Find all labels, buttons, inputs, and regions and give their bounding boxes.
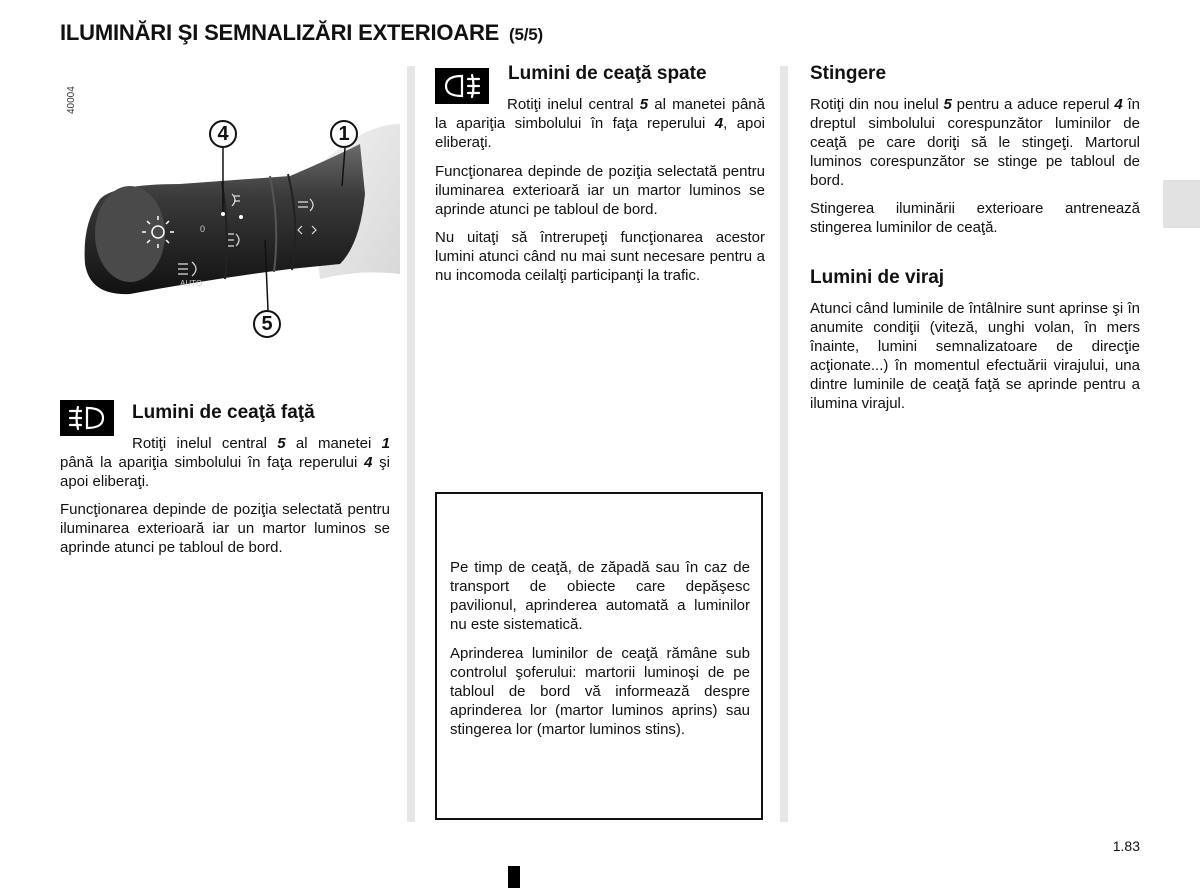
note-paragraph-1: Pe timp de ceaţă, de zăpadă sau în caz de transport de obiecte care depăşesc pavilionul, aprinderea automată a luminilor nu este sistematică. bbox=[450, 559, 750, 633]
off-note: Stingerea iluminării exterioare antrenează stingerea luminilor de ceaţă. bbox=[810, 200, 1140, 236]
figure-reference: 40004 bbox=[66, 86, 77, 114]
front-fog-operation: Funcţionarea depinde de poziţia selectată pentru iluminarea exterioară iar un martor luminos se aprinde atunci pe tabloul de bord. bbox=[60, 501, 390, 556]
column-divider-right bbox=[780, 66, 788, 822]
lighting-stalk-figure bbox=[60, 64, 400, 364]
page-title-text: ILUMINĂRI ŞI SEMNALIZĂRI EXTERIOARE bbox=[60, 20, 500, 45]
lever-label-zero: 0 bbox=[200, 224, 206, 234]
column-divider-left bbox=[407, 66, 415, 822]
callout-5: 5 bbox=[253, 310, 281, 338]
page-part: (5/5) bbox=[509, 25, 544, 44]
front-fog-light-icon bbox=[60, 400, 114, 436]
front-fog-instructions: Rotiţi inelul central 5 al manetei 1 până la apariţia simbolului în faţa reperului 4 şi apoi eliberaţi. bbox=[60, 435, 391, 490]
page-number: 1.83 bbox=[1112, 838, 1140, 854]
off-title: Stingere bbox=[810, 63, 887, 84]
rear-fog-instructions: Rotiţi inelul central 5 al manetei până la apariţia simbolului în faţa reperului 4, apoi eliberaţi. bbox=[435, 96, 766, 151]
rear-fog-operation: Funcţionarea depinde de poziţia selectată pentru iluminarea exterioară iar un martor luminos se aprinde atunci pe tabloul de bord. bbox=[435, 163, 765, 218]
rear-fog-reminder: Nu uitaţi să întrerupeţi funcţionarea acestor lumini atunci când nu mai sunt necesare pentru a nu incomoda ceilalţi participanţi la trafic. bbox=[435, 229, 765, 284]
off-instructions: Rotiţi din nou inelul 5 pentru a aduce reperul 4 în dreptul simbolului corespunzător luminilor de ceaţă pe care doriţi să le stingeţi. Martorul luminos corespunzător se stinge pe tabloul de bord. bbox=[810, 96, 1140, 189]
note-box bbox=[435, 492, 763, 820]
cornering-title: Lumini de viraj bbox=[810, 267, 945, 288]
chapter-tab bbox=[1163, 180, 1200, 228]
page-title bbox=[60, 20, 543, 46]
rear-fog-title: Lumini de ceaţă spate bbox=[508, 63, 707, 84]
front-fog-title: Lumini de ceaţă faţă bbox=[132, 402, 315, 423]
cornering-text: Atunci când luminile de întâlnire sunt aprinse şi în anumite condiţii (viteză, unghi volan, în mers înainte, lumini semnalizatoare de direcţie acţionate...) în momentul efectuării virajului, una dintre luminile de ceaţă faţă se aprinde pentru a ilumina virajul. bbox=[810, 300, 1140, 412]
binding-mark bbox=[508, 866, 520, 888]
callout-4: 4 bbox=[209, 120, 237, 148]
callout-1: 1 bbox=[330, 120, 358, 148]
lever-label-auto: AUTO bbox=[180, 279, 203, 288]
note-paragraph-2: Aprinderea luminilor de ceaţă rămâne sub controlul şoferului: martorii luminoşi de pe tabloul de bord vă informează despre aprinderea lor (martor luminos aprins) sau stingerea lor (martor luminos stins). bbox=[450, 645, 750, 738]
lighting-stalk-illustration bbox=[60, 64, 400, 364]
